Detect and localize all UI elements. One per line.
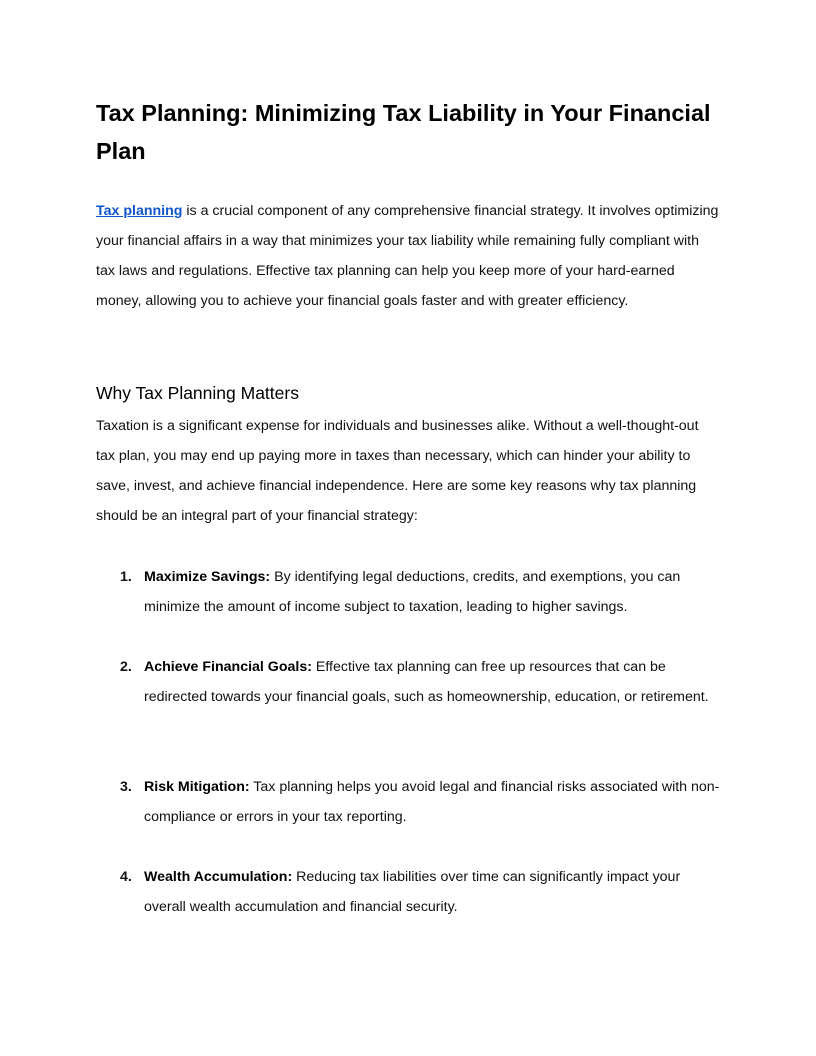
list-item-text <box>144 562 720 622</box>
list-item-text <box>144 862 720 922</box>
intro-text: is a crucial component of any comprehensive financial strategy. It involves optimizing your financial affairs in a way that minimizes your tax liability while remaining fully compliant with tax laws and regulations. Effective tax planning can help you keep more of your hard-earned money, allowing you to achieve your financial goals faster and with greater efficiency. <box>96 203 719 309</box>
tax-planning-link[interactable]: Tax planning <box>96 203 183 219</box>
section-paragraph: Taxation is a significant expense for individuals and businesses alike. Without a well-thought-out tax plan, you may end up paying more in taxes than necessary, which can hinder your ability to save, invest, and achieve financial independence. Here are some key reasons why tax planning should be an integral part of your financial strategy: <box>96 418 699 524</box>
list-item-text <box>144 772 720 832</box>
list-item-number: 4. <box>120 869 132 885</box>
list-item-label: Wealth Accumulation: <box>144 869 293 885</box>
list-item-label: Achieve Financial Goals: <box>144 659 312 675</box>
list-item-body: Effective tax planning can free up resources that can be redirected towards your financial goals, such as homeownership, education, or retirement. <box>144 659 709 705</box>
list-item-body: By identifying legal deductions, credits, and exemptions, you can minimize the amount of income subject to taxation, leading to higher savings. <box>144 569 681 615</box>
page-title: Tax Planning: Minimizing Tax Liability in Your Financial Plan <box>96 100 711 164</box>
list-item-text <box>144 652 720 712</box>
list-item-number: 1. <box>120 569 132 585</box>
list-item-body: Tax planning helps you avoid legal and financial risks associated with non-compliance or errors in your tax reporting. <box>144 779 720 825</box>
list-item-body: Reducing tax liabilities over time can significantly impact your overall wealth accumulation and financial security. <box>144 869 681 915</box>
list-item-number: 2. <box>120 659 132 675</box>
intro-paragraph <box>96 196 720 316</box>
list-item-label: Risk Mitigation: <box>144 779 250 795</box>
list-item-number: 3. <box>120 779 132 795</box>
section-heading: Why Tax Planning Matters <box>96 383 299 403</box>
list-item-label: Maximize Savings: <box>144 569 271 585</box>
